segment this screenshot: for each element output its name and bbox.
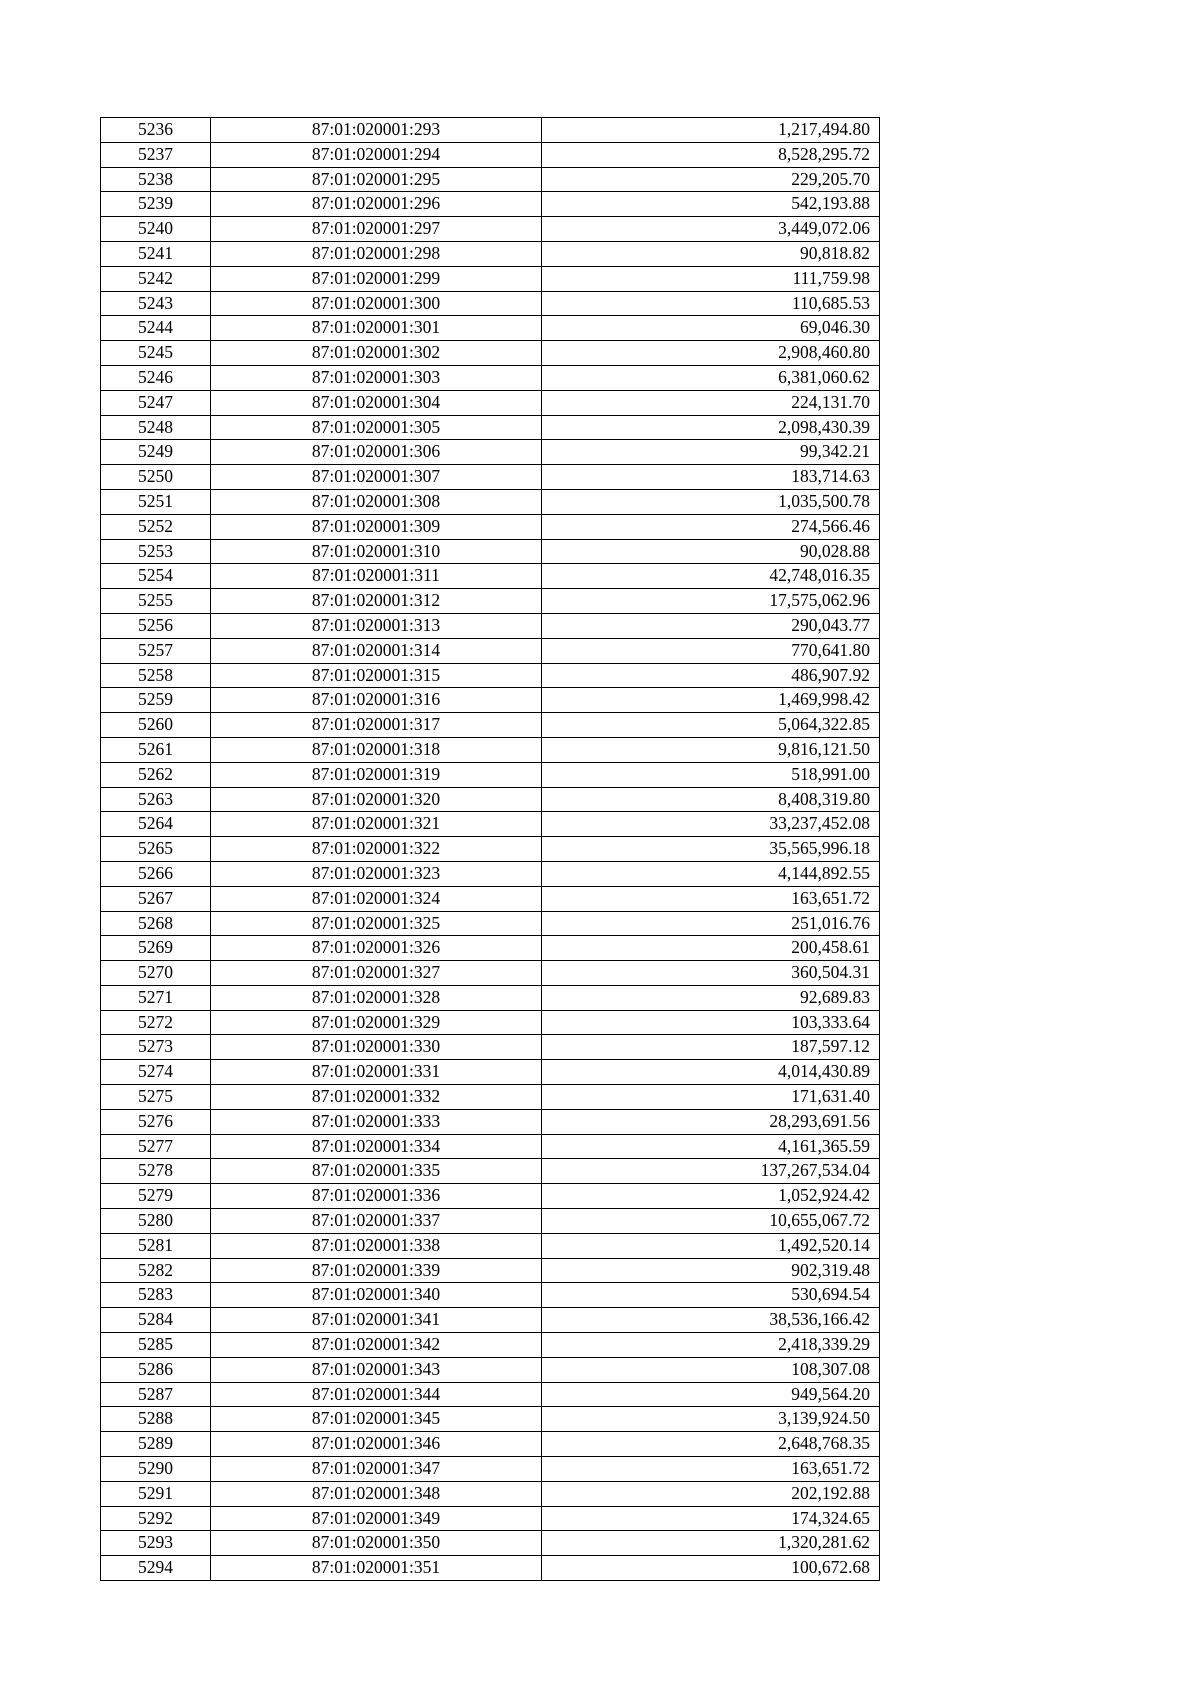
row-number-cell: 5266	[101, 861, 211, 886]
cadastral-number-cell: 87:01:020001:341	[211, 1308, 542, 1333]
row-number-cell: 5257	[101, 638, 211, 663]
cadastral-value-cell: 8,408,319.80	[542, 787, 880, 812]
table-row	[101, 812, 880, 837]
table-row	[101, 911, 880, 936]
row-number-cell: 5281	[101, 1233, 211, 1258]
cadastral-value-cell: 360,504.31	[542, 961, 880, 986]
row-number-cell: 5268	[101, 911, 211, 936]
cadastral-number-cell: 87:01:020001:335	[211, 1159, 542, 1184]
row-number-cell: 5289	[101, 1432, 211, 1457]
cadastral-value-cell: 92,689.83	[542, 985, 880, 1010]
cadastral-number-cell: 87:01:020001:329	[211, 1010, 542, 1035]
cadastral-number-cell: 87:01:020001:295	[211, 167, 542, 192]
row-number-cell: 5236	[101, 118, 211, 143]
row-number-cell: 5275	[101, 1085, 211, 1110]
row-number-cell: 5278	[101, 1159, 211, 1184]
table-row	[101, 1481, 880, 1506]
cadastral-value-cell: 183,714.63	[542, 465, 880, 490]
cadastral-value-cell: 187,597.12	[542, 1035, 880, 1060]
cadastral-number-cell: 87:01:020001:348	[211, 1481, 542, 1506]
table-row	[101, 1233, 880, 1258]
table-row	[101, 465, 880, 490]
cadastral-number-cell: 87:01:020001:296	[211, 192, 542, 217]
table-row	[101, 167, 880, 192]
cadastral-number-cell: 87:01:020001:308	[211, 489, 542, 514]
cadastral-number-cell: 87:01:020001:306	[211, 440, 542, 465]
row-number-cell: 5272	[101, 1010, 211, 1035]
cadastral-number-cell: 87:01:020001:340	[211, 1283, 542, 1308]
table-row	[101, 341, 880, 366]
cadastral-value-cell: 108,307.08	[542, 1357, 880, 1382]
table-row	[101, 1085, 880, 1110]
cadastral-value-cell: 229,205.70	[542, 167, 880, 192]
table-row	[101, 787, 880, 812]
row-number-cell: 5240	[101, 217, 211, 242]
row-number-cell: 5255	[101, 589, 211, 614]
table-row	[101, 936, 880, 961]
table-row	[101, 291, 880, 316]
table-row	[101, 241, 880, 266]
cadastral-number-cell: 87:01:020001:337	[211, 1209, 542, 1234]
table-row	[101, 1457, 880, 1482]
cadastral-value-cell: 8,528,295.72	[542, 142, 880, 167]
table-row	[101, 837, 880, 862]
row-number-cell: 5274	[101, 1060, 211, 1085]
cadastral-value-cell: 486,907.92	[542, 663, 880, 688]
row-number-cell: 5284	[101, 1308, 211, 1333]
cadastral-value-cell: 110,685.53	[542, 291, 880, 316]
table-row	[101, 142, 880, 167]
cadastral-value-cell: 174,324.65	[542, 1506, 880, 1531]
cadastral-number-cell: 87:01:020001:313	[211, 613, 542, 638]
cadastral-number-cell: 87:01:020001:327	[211, 961, 542, 986]
table-row	[101, 737, 880, 762]
cadastral-number-cell: 87:01:020001:309	[211, 514, 542, 539]
row-number-cell: 5264	[101, 812, 211, 837]
cadastral-value-cell: 1,052,924.42	[542, 1184, 880, 1209]
row-number-cell: 5248	[101, 415, 211, 440]
cadastral-number-cell: 87:01:020001:301	[211, 316, 542, 341]
row-number-cell: 5267	[101, 886, 211, 911]
row-number-cell: 5246	[101, 365, 211, 390]
table-row	[101, 762, 880, 787]
cadastral-value-cell: 10,655,067.72	[542, 1209, 880, 1234]
table-row	[101, 713, 880, 738]
cadastral-number-cell: 87:01:020001:334	[211, 1134, 542, 1159]
cadastral-number-cell: 87:01:020001:304	[211, 390, 542, 415]
cadastral-number-cell: 87:01:020001:311	[211, 564, 542, 589]
cadastral-value-cell: 4,014,430.89	[542, 1060, 880, 1085]
cadastral-number-cell: 87:01:020001:326	[211, 936, 542, 961]
cadastral-value-cell: 33,237,452.08	[542, 812, 880, 837]
row-number-cell: 5285	[101, 1333, 211, 1358]
table-row	[101, 688, 880, 713]
cadastral-value-cell: 542,193.88	[542, 192, 880, 217]
cadastral-value-cell: 137,267,534.04	[542, 1159, 880, 1184]
cadastral-number-cell: 87:01:020001:351	[211, 1556, 542, 1581]
cadastral-number-cell: 87:01:020001:298	[211, 241, 542, 266]
cadastral-number-cell: 87:01:020001:338	[211, 1233, 542, 1258]
row-number-cell: 5254	[101, 564, 211, 589]
cadastral-value-cell: 17,575,062.96	[542, 589, 880, 614]
cadastral-number-cell: 87:01:020001:324	[211, 886, 542, 911]
cadastral-value-cell: 103,333.64	[542, 1010, 880, 1035]
row-number-cell: 5258	[101, 663, 211, 688]
cadastral-number-cell: 87:01:020001:345	[211, 1407, 542, 1432]
cadastral-value-cell: 99,342.21	[542, 440, 880, 465]
table-row	[101, 440, 880, 465]
row-number-cell: 5238	[101, 167, 211, 192]
cadastral-number-cell: 87:01:020001:330	[211, 1035, 542, 1060]
cadastral-number-cell: 87:01:020001:300	[211, 291, 542, 316]
cadastral-number-cell: 87:01:020001:333	[211, 1109, 542, 1134]
cadastral-value-cell: 2,418,339.29	[542, 1333, 880, 1358]
table-row	[101, 118, 880, 143]
row-number-cell: 5251	[101, 489, 211, 514]
table-row	[101, 961, 880, 986]
row-number-cell: 5283	[101, 1283, 211, 1308]
cadastral-number-cell: 87:01:020001:318	[211, 737, 542, 762]
table-row	[101, 1010, 880, 1035]
table-row	[101, 266, 880, 291]
table-row	[101, 1556, 880, 1581]
row-number-cell: 5292	[101, 1506, 211, 1531]
table-row	[101, 192, 880, 217]
row-number-cell: 5276	[101, 1109, 211, 1134]
table-row	[101, 1184, 880, 1209]
table-row	[101, 985, 880, 1010]
table-row	[101, 1308, 880, 1333]
row-number-cell: 5273	[101, 1035, 211, 1060]
cadastral-number-cell: 87:01:020001:293	[211, 118, 542, 143]
cadastral-number-cell: 87:01:020001:319	[211, 762, 542, 787]
row-number-cell: 5287	[101, 1382, 211, 1407]
cadastral-value-cell: 2,098,430.39	[542, 415, 880, 440]
cadastral-number-cell: 87:01:020001:325	[211, 911, 542, 936]
cadastral-value-cell: 4,144,892.55	[542, 861, 880, 886]
table-row	[101, 514, 880, 539]
row-number-cell: 5263	[101, 787, 211, 812]
row-number-cell: 5288	[101, 1407, 211, 1432]
cadastral-value-cell: 949,564.20	[542, 1382, 880, 1407]
row-number-cell: 5252	[101, 514, 211, 539]
cadastral-value-cell: 251,016.76	[542, 911, 880, 936]
cadastral-number-cell: 87:01:020001:343	[211, 1357, 542, 1382]
row-number-cell: 5239	[101, 192, 211, 217]
cadastral-value-table	[100, 117, 880, 1581]
row-number-cell: 5279	[101, 1184, 211, 1209]
cadastral-value-cell: 42,748,016.35	[542, 564, 880, 589]
cadastral-number-cell: 87:01:020001:323	[211, 861, 542, 886]
cadastral-value-cell: 5,064,322.85	[542, 713, 880, 738]
row-number-cell: 5245	[101, 341, 211, 366]
table-row	[101, 489, 880, 514]
cadastral-value-cell: 224,131.70	[542, 390, 880, 415]
cadastral-value-cell: 770,641.80	[542, 638, 880, 663]
row-number-cell: 5259	[101, 688, 211, 713]
table-row	[101, 663, 880, 688]
cadastral-value-cell: 35,565,996.18	[542, 837, 880, 862]
cadastral-number-cell: 87:01:020001:315	[211, 663, 542, 688]
table-row	[101, 1159, 880, 1184]
table-row	[101, 1209, 880, 1234]
table-row	[101, 1531, 880, 1556]
row-number-cell: 5253	[101, 539, 211, 564]
cadastral-number-cell: 87:01:020001:350	[211, 1531, 542, 1556]
row-number-cell: 5249	[101, 440, 211, 465]
row-number-cell: 5242	[101, 266, 211, 291]
table-row	[101, 861, 880, 886]
cadastral-value-cell: 1,035,500.78	[542, 489, 880, 514]
table-row	[101, 1109, 880, 1134]
cadastral-value-cell: 6,381,060.62	[542, 365, 880, 390]
cadastral-value-cell: 90,818.82	[542, 241, 880, 266]
row-number-cell: 5237	[101, 142, 211, 167]
table-row	[101, 1134, 880, 1159]
row-number-cell: 5294	[101, 1556, 211, 1581]
table-row	[101, 613, 880, 638]
cadastral-number-cell: 87:01:020001:299	[211, 266, 542, 291]
row-number-cell: 5293	[101, 1531, 211, 1556]
table-row	[101, 1432, 880, 1457]
row-number-cell: 5243	[101, 291, 211, 316]
cadastral-number-cell: 87:01:020001:349	[211, 1506, 542, 1531]
cadastral-number-cell: 87:01:020001:303	[211, 365, 542, 390]
row-number-cell: 5261	[101, 737, 211, 762]
table-row	[101, 390, 880, 415]
row-number-cell: 5277	[101, 1134, 211, 1159]
cadastral-number-cell: 87:01:020001:322	[211, 837, 542, 862]
row-number-cell: 5280	[101, 1209, 211, 1234]
row-number-cell: 5282	[101, 1258, 211, 1283]
cadastral-value-cell: 28,293,691.56	[542, 1109, 880, 1134]
cadastral-value-cell: 1,492,520.14	[542, 1233, 880, 1258]
cadastral-number-cell: 87:01:020001:336	[211, 1184, 542, 1209]
cadastral-value-cell: 200,458.61	[542, 936, 880, 961]
cadastral-value-cell: 2,648,768.35	[542, 1432, 880, 1457]
row-number-cell: 5270	[101, 961, 211, 986]
table-row	[101, 1035, 880, 1060]
cadastral-value-cell: 1,469,998.42	[542, 688, 880, 713]
cadastral-number-cell: 87:01:020001:312	[211, 589, 542, 614]
row-number-cell: 5260	[101, 713, 211, 738]
row-number-cell: 5265	[101, 837, 211, 862]
table-row	[101, 1060, 880, 1085]
row-number-cell: 5286	[101, 1357, 211, 1382]
cadastral-number-cell: 87:01:020001:307	[211, 465, 542, 490]
cadastral-number-cell: 87:01:020001:339	[211, 1258, 542, 1283]
cadastral-value-cell: 38,536,166.42	[542, 1308, 880, 1333]
cadastral-value-cell: 530,694.54	[542, 1283, 880, 1308]
row-number-cell: 5256	[101, 613, 211, 638]
table-body	[101, 118, 880, 1581]
row-number-cell: 5262	[101, 762, 211, 787]
cadastral-value-cell: 4,161,365.59	[542, 1134, 880, 1159]
cadastral-number-cell: 87:01:020001:314	[211, 638, 542, 663]
cadastral-value-cell: 1,217,494.80	[542, 118, 880, 143]
row-number-cell: 5269	[101, 936, 211, 961]
cadastral-value-cell: 163,651.72	[542, 886, 880, 911]
cadastral-number-cell: 87:01:020001:347	[211, 1457, 542, 1482]
table-row	[101, 1357, 880, 1382]
cadastral-value-cell: 518,991.00	[542, 762, 880, 787]
row-number-cell: 5247	[101, 390, 211, 415]
cadastral-value-cell: 202,192.88	[542, 1481, 880, 1506]
table-row	[101, 886, 880, 911]
table-row	[101, 1382, 880, 1407]
table-row	[101, 1333, 880, 1358]
table-row	[101, 365, 880, 390]
cadastral-value-cell: 290,043.77	[542, 613, 880, 638]
cadastral-value-cell: 3,449,072.06	[542, 217, 880, 242]
cadastral-number-cell: 87:01:020001:331	[211, 1060, 542, 1085]
table-row	[101, 1506, 880, 1531]
table-row	[101, 564, 880, 589]
table-row	[101, 217, 880, 242]
cadastral-value-cell: 1,320,281.62	[542, 1531, 880, 1556]
cadastral-value-cell: 163,651.72	[542, 1457, 880, 1482]
cadastral-number-cell: 87:01:020001:332	[211, 1085, 542, 1110]
cadastral-value-cell: 2,908,460.80	[542, 341, 880, 366]
row-number-cell: 5250	[101, 465, 211, 490]
row-number-cell: 5241	[101, 241, 211, 266]
cadastral-number-cell: 87:01:020001:344	[211, 1382, 542, 1407]
cadastral-number-cell: 87:01:020001:305	[211, 415, 542, 440]
cadastral-number-cell: 87:01:020001:328	[211, 985, 542, 1010]
cadastral-value-cell: 90,028.88	[542, 539, 880, 564]
table-row	[101, 1407, 880, 1432]
cadastral-number-cell: 87:01:020001:321	[211, 812, 542, 837]
cadastral-value-cell: 69,046.30	[542, 316, 880, 341]
cadastral-value-cell: 274,566.46	[542, 514, 880, 539]
row-number-cell: 5271	[101, 985, 211, 1010]
cadastral-value-cell: 100,672.68	[542, 1556, 880, 1581]
row-number-cell: 5244	[101, 316, 211, 341]
cadastral-number-cell: 87:01:020001:310	[211, 539, 542, 564]
cadastral-number-cell: 87:01:020001:346	[211, 1432, 542, 1457]
cadastral-number-cell: 87:01:020001:317	[211, 713, 542, 738]
table-row	[101, 316, 880, 341]
row-number-cell: 5290	[101, 1457, 211, 1482]
table-row	[101, 415, 880, 440]
cadastral-number-cell: 87:01:020001:342	[211, 1333, 542, 1358]
cadastral-number-cell: 87:01:020001:302	[211, 341, 542, 366]
table-row	[101, 589, 880, 614]
cadastral-value-cell: 902,319.48	[542, 1258, 880, 1283]
table-row	[101, 539, 880, 564]
cadastral-value-cell: 171,631.40	[542, 1085, 880, 1110]
cadastral-value-cell: 111,759.98	[542, 266, 880, 291]
table-row	[101, 638, 880, 663]
table-row	[101, 1258, 880, 1283]
cadastral-number-cell: 87:01:020001:316	[211, 688, 542, 713]
cadastral-value-cell: 3,139,924.50	[542, 1407, 880, 1432]
row-number-cell: 5291	[101, 1481, 211, 1506]
cadastral-number-cell: 87:01:020001:320	[211, 787, 542, 812]
cadastral-number-cell: 87:01:020001:294	[211, 142, 542, 167]
table-row	[101, 1283, 880, 1308]
cadastral-value-cell: 9,816,121.50	[542, 737, 880, 762]
cadastral-number-cell: 87:01:020001:297	[211, 217, 542, 242]
